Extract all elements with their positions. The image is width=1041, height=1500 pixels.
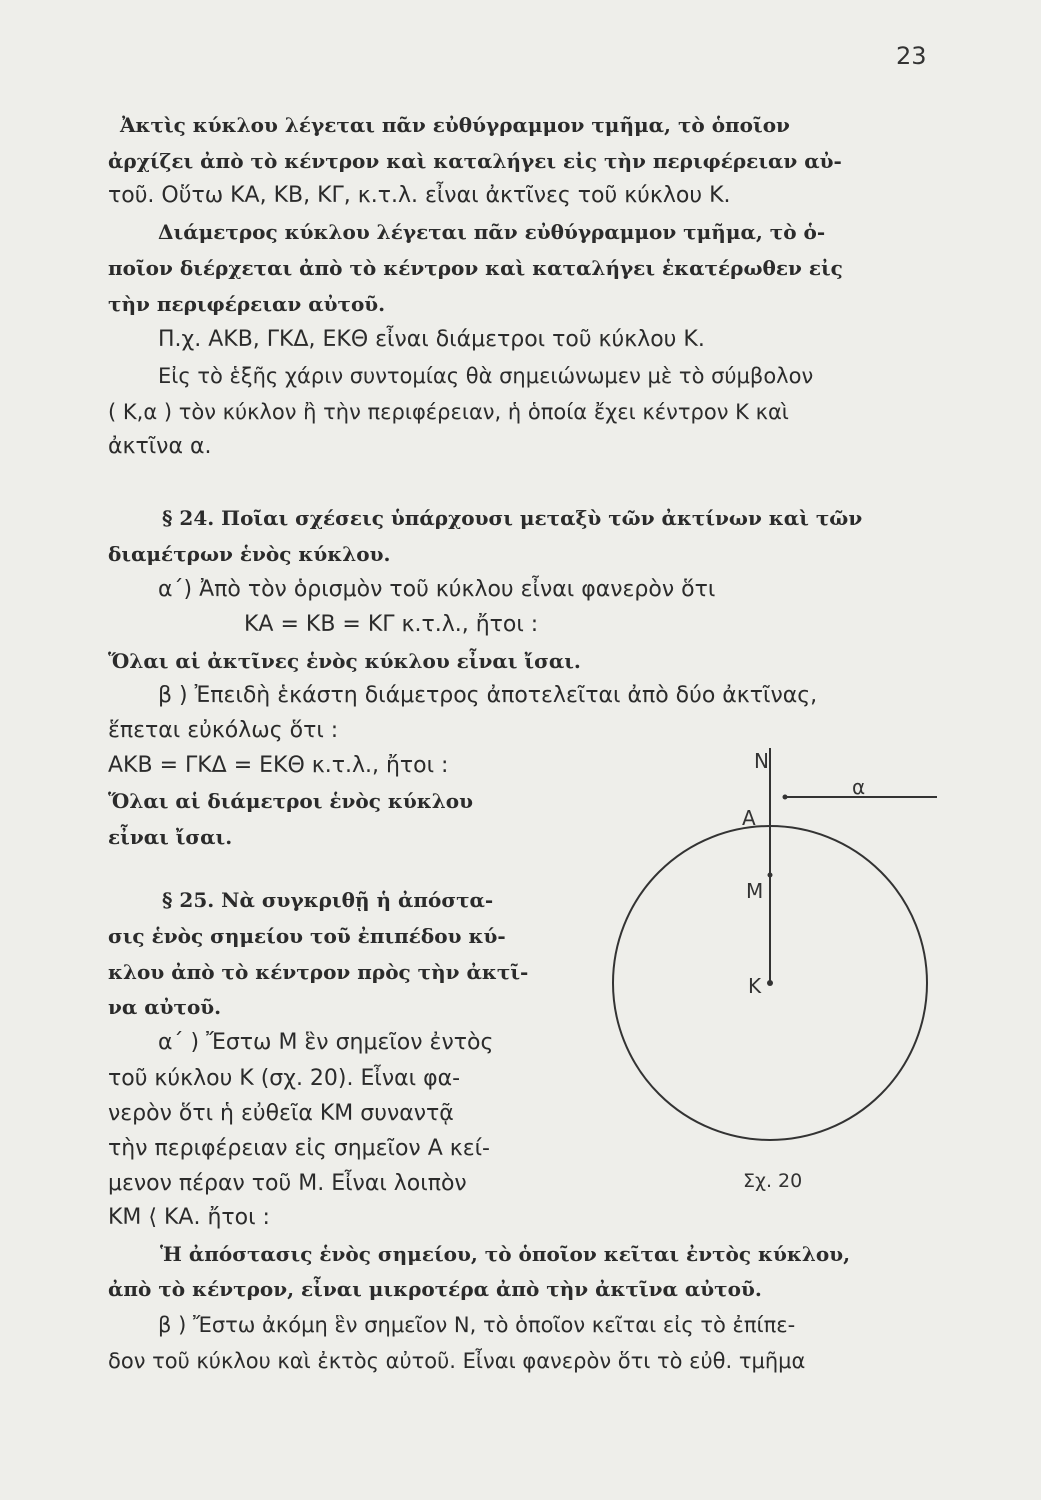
text-line: ἕπεται εὐκόλως ὅτι : <box>108 718 339 743</box>
label-k: K <box>748 974 762 998</box>
text-line: ΚΜ ⟨ ΚΑ. ἤτοι : <box>108 1205 270 1230</box>
page-number: 23 <box>896 42 927 70</box>
text-line: β ) Ἔστω ἀκόμη ἓν σημεῖον Ν, τὸ ὁποῖον κεῖται εἰς τὸ ἐπίπε- <box>158 1313 796 1337</box>
figure-caption: Σχ. 20 <box>743 1170 803 1192</box>
rule-statement: ἀπὸ τὸ κέντρον, εἶναι μικροτέρα ἀπὸ τὴν ἀκτῖνα αὐτοῦ. <box>108 1277 762 1301</box>
section-heading: διαμέτρων ἑνὸς κύκλου. <box>108 542 391 566</box>
text-line: τὴν περιφέρειαν εἰς σημεῖον Α κεί- <box>108 1136 490 1161</box>
rule-statement: Ἡ ἀπόστασις ἑνὸς σημείου, τὸ ὁποῖον κεῖται ἐντὸς κύκλου, <box>160 1242 851 1266</box>
rule-statement: Ὅλαι αἱ διάμετροι ἑνὸς κύκλου <box>108 789 473 813</box>
label-alpha: α <box>852 775 866 799</box>
text-line: δον τοῦ κύκλου καὶ ἐκτὸς αὐτοῦ. Εἶναι φανερὸν ὅτι τὸ εὐθ. τμῆμα <box>108 1349 806 1373</box>
text-line: νερὸν ὅτι ἡ εὐθεῖα ΚΜ συναντᾷ <box>108 1101 454 1126</box>
label-a: A <box>742 806 756 830</box>
label-m: M <box>746 879 764 903</box>
text-line: τοῦ. Οὕτω ΚΑ, ΚΒ, ΚΓ, κ.τ.λ. εἶναι ἀκτῖνες τοῦ κύκλου Κ. <box>108 183 731 208</box>
text-line: Ἀκτὶς κύκλου λέγεται πᾶν εὐθύγραμμον τμῆμα, τὸ ὁποῖον <box>120 113 790 137</box>
text-line: α΄ ) Ἔστω Μ ἓν σημεῖον ἐντὸς <box>158 1030 494 1055</box>
section-heading: να αὐτοῦ. <box>108 995 222 1019</box>
text-line: μενον πέραν τοῦ Μ. Εἶναι λοιπὸν <box>108 1171 467 1196</box>
text-line: ποῖον διέρχεται ἀπὸ τὸ κέντρον καὶ καταλήγει ἑκατέρωθεν εἰς <box>108 256 843 280</box>
text-line: ἀκτῖνα α. <box>108 434 212 459</box>
text-line: α΄) Ἀπὸ τὸν ὁρισμὸν τοῦ κύκλου εἶναι φανερὸν ὅτι <box>158 577 716 602</box>
section-heading: § 25. Νὰ συγκριθῇ ἡ ἀπόστα- <box>162 888 494 912</box>
section-heading: κλου ἀπὸ τὸ κέντρον πρὸς τὴν ἀκτῖ- <box>108 960 529 984</box>
text-line: ΚΑ = ΚΒ = ΚΓ κ.τ.λ., ἤτοι : <box>244 612 539 637</box>
text-line: Π.χ. ΑΚΒ, ΓΚΔ, ΕΚΘ εἶναι διάμετροι τοῦ κύκλου Κ. <box>158 327 705 352</box>
text-line: τοῦ κύκλου Κ (σχ. 20). Εἶναι φα- <box>108 1066 461 1091</box>
rule-statement: εἶναι ἴσαι. <box>108 825 233 849</box>
segment-endpoint <box>783 795 788 800</box>
text-line: ἀρχίζει ἀπὸ τὸ κέντρον καὶ καταλήγει εἰς τὴν περιφέρειαν αὐ- <box>108 149 842 173</box>
text-line: τὴν περιφέρειαν αὐτοῦ. <box>108 292 386 316</box>
point-k <box>767 980 773 986</box>
text-line: ΑΚΒ = ΓΚΔ = ΕΚΘ κ.τ.λ., ἤτοι : <box>108 753 449 778</box>
section-heading: § 24. Ποῖαι σχέσεις ὑπάρχουσι μεταξὺ τῶν ἀκτίνων καὶ τῶν <box>162 506 863 530</box>
label-n: N <box>754 749 769 773</box>
section-heading: σις ἑνὸς σημείου τοῦ ἐπιπέδου κύ- <box>108 924 506 948</box>
point-m <box>768 873 773 878</box>
text-line: Διάμετρος κύκλου λέγεται πᾶν εὐθύγραμμον τμῆμα, τὸ ὁ- <box>158 220 826 244</box>
text-line: β ) Ἐπειδὴ ἑκάστη διάμετρος ἀποτελεῖται ἀπὸ δύο ἀκτῖνας, <box>158 683 818 708</box>
text-line: ( Κ,α ) τὸν κύκλον ἢ τὴν περιφέρειαν, ἡ ὁποία ἔχει κέντρον Κ καὶ <box>108 400 789 424</box>
text-line: Εἰς τὸ ἑξῆς χάριν συντομίας θὰ σημειώνωμεν μὲ τὸ σύμβολον <box>158 364 814 388</box>
rule-statement: Ὅλαι αἱ ἀκτῖνες ἑνὸς κύκλου εἶναι ἴσαι. <box>108 649 581 673</box>
